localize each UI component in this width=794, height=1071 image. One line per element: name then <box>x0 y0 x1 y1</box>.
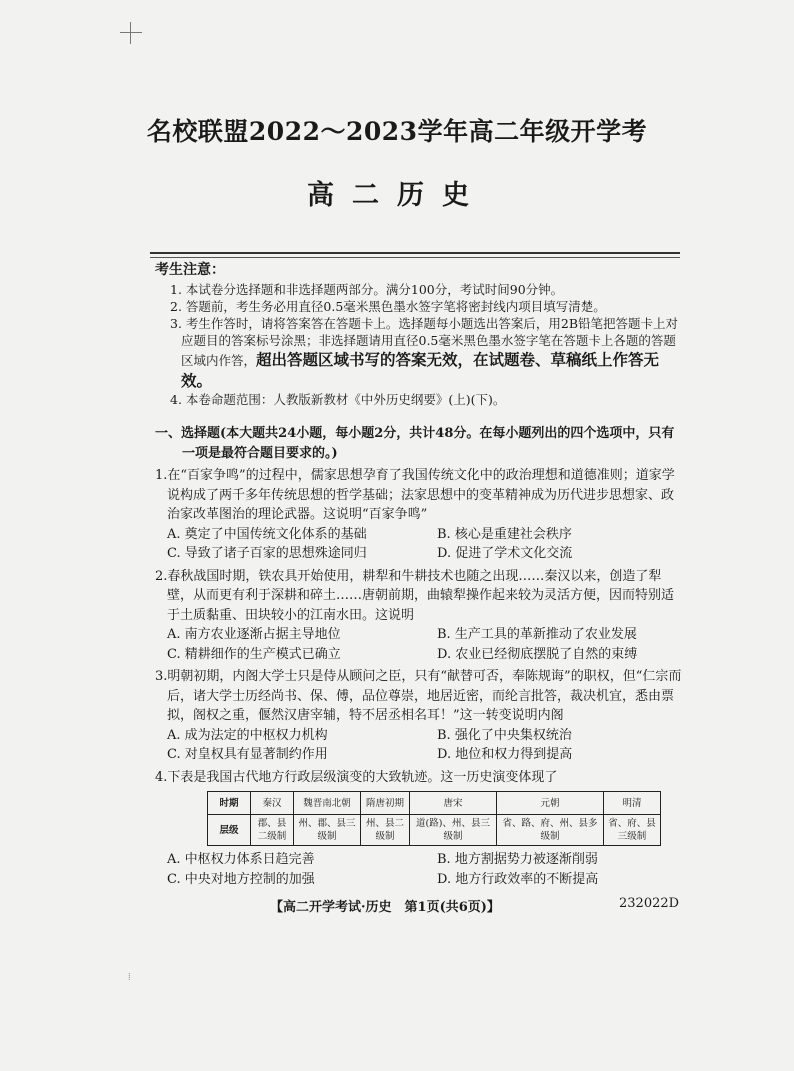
table-cell: 省、路、府、州、县多级制 <box>497 815 604 846</box>
table-cell: 隋唐初期 <box>361 792 410 815</box>
table-cell: 唐宋 <box>410 792 497 815</box>
section-heading: 一、选择题(本大题共24小题，每小题2分，共计48分。在每小题列出的四个选项中，只有一项是最符合题目要求的。) <box>155 426 675 461</box>
option-a: A. 中枢权力体系日趋完善 <box>167 852 315 867</box>
era-table <box>207 791 661 846</box>
footer-page-info: 【高二开学考试·历史 第1页(共6页)】 <box>270 900 500 915</box>
exam-title: 名校联盟2022～2023学年高二年级开学考 <box>146 117 648 146</box>
question-number: 1. <box>155 468 168 483</box>
notice-item-3-emphasis: 超出答题区域书写的答案无效，在试题卷、草稿纸上作答无效。 <box>181 350 660 390</box>
options-1 <box>167 525 685 564</box>
options-4 <box>167 850 685 889</box>
questions-area <box>155 424 685 889</box>
table-cell: 魏晋南北朝 <box>294 792 361 815</box>
table-cell: 省、府、县三级制 <box>604 815 661 846</box>
edge-mark: ⁞ <box>128 972 131 983</box>
notice-title: 考生注意： <box>155 262 225 278</box>
notice-item-1: 1. 本试卷分选择题和非选择题两部分。满分100分，考试时间90分钟。 <box>170 282 564 297</box>
notice-item-2: 2. 答题前，考生务必用直径0.5毫米黑色墨水签字笔将密封线内项目填写清楚。 <box>170 299 606 314</box>
question-4 <box>155 768 685 788</box>
notice-box <box>155 262 685 408</box>
question-1 <box>155 466 685 525</box>
options-2 <box>167 625 685 664</box>
table-row <box>208 792 661 815</box>
option-d: D. 农业已经彻底摆脱了自然的束缚 <box>437 646 638 662</box>
option-c: C. 精耕细作的生产模式已确立 <box>167 646 341 662</box>
question-number: 4. <box>155 769 168 785</box>
notice-item-3 <box>155 315 685 391</box>
option-b: B. 地方割据势力被逐渐削弱 <box>437 852 598 867</box>
option-d: D. 地方行政效率的不断提高 <box>437 871 599 887</box>
table-cell: 州、县二级制 <box>361 815 410 846</box>
question-number: 3. <box>155 669 168 684</box>
table-cell: 明清 <box>604 792 661 815</box>
option-b: B. 核心是重建社会秩序 <box>437 526 572 542</box>
option-c: C. 导致了诸子百家的思想殊途同归 <box>167 546 367 561</box>
table-cell: 秦汉 <box>251 792 294 815</box>
table-cell: 郡、县二级制 <box>251 815 294 846</box>
option-a: A. 成为法定的中枢权力机构 <box>167 727 328 743</box>
question-stem: 明朝初期，内阁大学士只是侍从顾问之臣，只有“献替可否，奉陈规诲”的职权，但“仁宗而后，诸大学士历经尚书、保、傅，品位尊崇，地居近密，而纶言批答，裁决机宜，悉由票拟，阁权之重，偃然汉唐宰辅，特不居丞相名耳！”这一转变说明内阁 <box>167 669 682 723</box>
option-c: C. 对皇权具有显著制约作用 <box>167 747 328 762</box>
option-a: A. 南方农业逐渐占据主导地位 <box>167 627 341 642</box>
question-2 <box>155 567 685 626</box>
header-rule <box>150 252 680 258</box>
option-a: A. 奠定了中国传统文化体系的基础 <box>167 526 367 542</box>
options-3 <box>167 726 685 765</box>
table-header-cell: 层级 <box>208 815 251 846</box>
option-b: B. 强化了中央集权统治 <box>437 727 572 743</box>
question-stem: 下表是我国古代地方行政层级演变的大致轨迹。这一历史演变体现了 <box>167 769 558 785</box>
table-cell: 州、郡、县三级制 <box>294 815 361 846</box>
table-cell: 元朝 <box>497 792 604 815</box>
crop-mark <box>120 22 142 44</box>
notice-item-4: 4. 本卷命题范围：人教版新教材《中外历史纲要》(上)(下)。 <box>170 392 506 407</box>
question-3 <box>155 667 685 726</box>
option-c: C. 中央对地方控制的加强 <box>167 871 315 887</box>
table-row <box>208 815 661 846</box>
notice-item-3-text: 3. 考生作答时，请将答案答在答题卡上。选择题每小题选出答案后，用2B铅笔把答题卡上对应题目的答案标号涂黑；非选择题请用直径0.5毫米黑色墨水签字笔在答题卡上各题的答题区域内作答， <box>170 316 679 368</box>
table-cell: 道(路)、州、县三级制 <box>410 815 497 846</box>
option-d: D. 地位和权力得到提高 <box>437 747 573 762</box>
option-b: B. 生产工具的革新推动了农业发展 <box>437 627 637 642</box>
subject-title: 高二历史 <box>307 180 487 211</box>
question-stem: 春秋战国时期，铁农具开始使用，耕犁和牛耕技术也随之出现……秦汉以来，创造了犁壁，从而更有利于深耕和碎土……唐朝前期，曲辕犁操作起来较为灵活方便，因而特别适于土质黏重、田块较小的江南水田。这说明 <box>167 568 675 623</box>
question-stem: 在“百家争鸣”的过程中，儒家思想孕育了我国传统文化中的政治理想和道德准则；道家学说构成了两千多年传统思想的哲学基础；法家思想中的变革精神成为历代进步思想家、政治家改革图治的理论武器。这说明“百家争鸣” <box>167 468 675 522</box>
question-number: 2. <box>155 568 168 584</box>
footer-code: 232022D <box>619 896 680 911</box>
option-d: D. 促进了学术文化交流 <box>437 546 573 561</box>
table-header-cell: 时期 <box>208 792 251 815</box>
